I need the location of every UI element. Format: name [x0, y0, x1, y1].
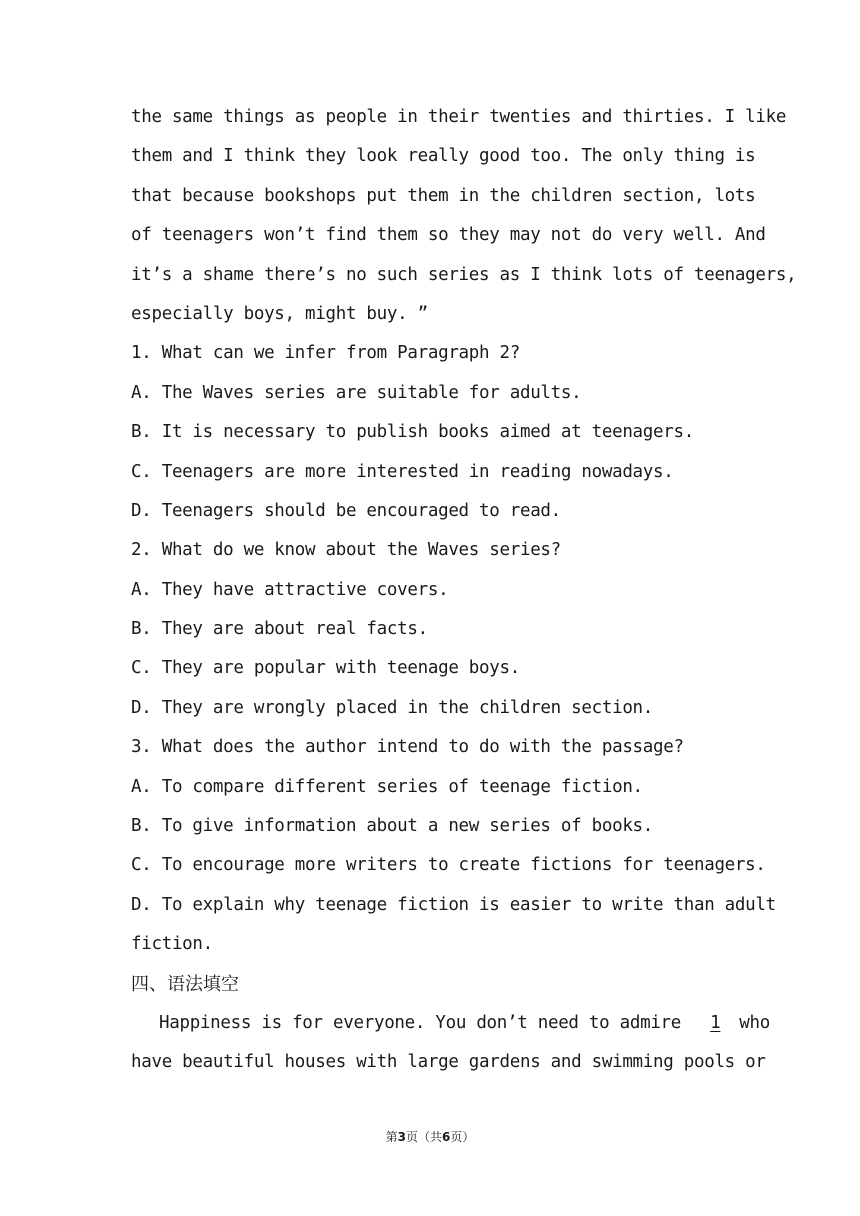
passage-continuation [131, 98, 797, 334]
footer-page-number: 3 [397, 1130, 406, 1144]
option-a: A. The Waves series are suitable for adults. [131, 382, 582, 403]
grammar-passage [131, 1004, 770, 1083]
option-c: C. Teenagers are more interested in reading nowadays. [131, 461, 674, 482]
option-b: B. They are about real facts. [131, 619, 428, 640]
answer-blank-1: 1 [710, 1012, 721, 1033]
passage-line: the same things as people in their twenties and thirties. I like [131, 107, 787, 127]
footer-suffix: 页） [450, 1130, 475, 1144]
passage-line: of teenagers won’t find them so they may not do very well. And [131, 225, 766, 246]
passage-line: it’s a shame there’s no such series as I think lots of teenagers, [131, 264, 797, 285]
option-d-continued: fiction. [131, 934, 213, 955]
passage-line: them and I think they look really good too. The only thing is [131, 146, 756, 167]
question-1 [131, 334, 733, 531]
question-stem: 2. What do we know about the Waves series? [131, 540, 561, 561]
option-a: A. To compare different series of teenage fiction. [131, 776, 643, 797]
grammar-line [131, 1004, 770, 1043]
grammar-text: who [739, 1012, 770, 1033]
option-d: D. They are wrongly placed in the children section. [131, 697, 654, 718]
option-b: B. To give information about a new series of books. [131, 816, 654, 837]
passage-line: especially boys, might buy. ” [131, 303, 428, 324]
grammar-text: Happiness is for everyone. You don’t need to admire [159, 1012, 692, 1033]
question-3 [131, 728, 776, 964]
question-stem: 1. What can we infer from Paragraph 2? [131, 343, 520, 364]
passage-line: that because bookshops put them in the children section, lots [131, 185, 756, 206]
page-content [131, 98, 797, 1083]
option-a: A. They have attractive covers. [131, 579, 449, 600]
option-c: C. They are popular with teenage boys. [131, 658, 520, 679]
question-stem: 3. What does the author intend to do with the passage? [131, 737, 684, 758]
section-heading: 四、语法填空 [131, 973, 239, 995]
footer-total-pages: 6 [442, 1130, 451, 1144]
question-2 [131, 531, 733, 728]
page-footer [0, 1128, 860, 1145]
footer-prefix: 第 [385, 1130, 398, 1144]
grammar-line: have beautiful houses with large gardens and swimming pools or [131, 1052, 766, 1073]
option-d: D. To explain why teenage fiction is easier to write than adult [131, 894, 776, 915]
option-c: C. To encourage more writers to create fictions for teenagers. [131, 855, 766, 876]
option-b: B. It is necessary to publish books aimed at teenagers. [131, 422, 694, 443]
footer-middle: 页（共 [405, 1130, 442, 1144]
option-d: D. Teenagers should be encouraged to read. [131, 500, 561, 521]
